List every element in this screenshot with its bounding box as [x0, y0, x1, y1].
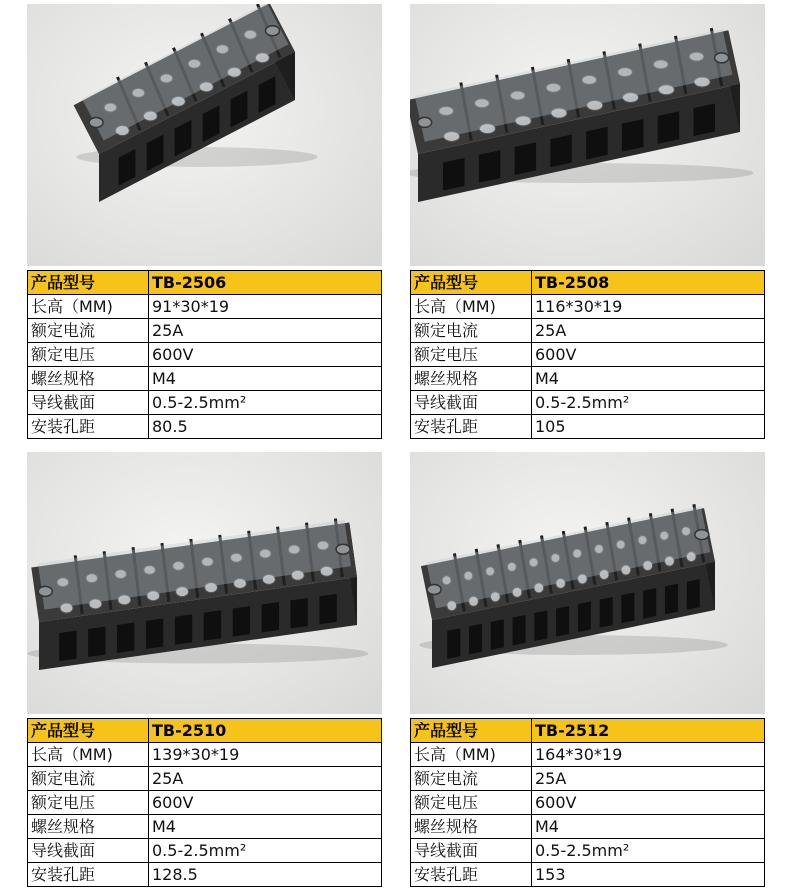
spec-row-model [411, 719, 765, 743]
spec-value: 25A [532, 319, 765, 343]
spec-row-wire [28, 839, 382, 863]
terminal-slot [586, 127, 607, 160]
spec-value: 153 [532, 863, 765, 887]
spec-row-screw [411, 815, 765, 839]
terminal-slot [204, 610, 221, 640]
spec-label: 长高（MM) [411, 743, 532, 767]
terminal-slot [600, 597, 613, 628]
spec-row-voltage [411, 343, 765, 367]
mounting-hole-icon [266, 26, 280, 36]
terminal-block-8-position-photo [410, 4, 765, 266]
spec-value: 600V [532, 343, 765, 367]
terminal-slot [469, 624, 482, 655]
terminal-block-12-position-photo [410, 452, 765, 714]
spec-row-current [411, 767, 765, 791]
terminal-slot [693, 103, 714, 136]
spec-label: 螺丝规格 [411, 367, 532, 391]
spec-row-hole-spacing [411, 415, 765, 439]
spec-label: 螺丝规格 [411, 815, 532, 839]
spec-row-hole-spacing [411, 863, 765, 887]
spec-label: 螺丝规格 [28, 815, 149, 839]
product-photo [410, 452, 765, 714]
mounting-hole-icon [695, 530, 709, 540]
terminal-slot [117, 623, 134, 653]
terminal-slot [319, 594, 336, 624]
spec-table [410, 718, 765, 887]
spec-row-current [28, 767, 382, 791]
spec-row-voltage [411, 791, 765, 815]
spec-row-screw [411, 367, 765, 391]
terminal-slot [491, 619, 504, 650]
spec-value: M4 [149, 815, 382, 839]
spec-table [410, 270, 765, 439]
terminal-slot [513, 615, 526, 646]
spec-value: 128.5 [149, 863, 382, 887]
spec-label: 安装孔距 [28, 415, 149, 439]
spec-row-wire [411, 839, 765, 863]
spec-value: 80.5 [149, 415, 382, 439]
product-photo [27, 452, 382, 714]
spec-label: 导线截面 [28, 391, 149, 415]
terminal-slot [59, 631, 76, 661]
spec-row-current [411, 319, 765, 343]
mounting-hole-icon [38, 586, 52, 596]
mounting-hole-icon [715, 53, 729, 63]
spec-row-screw [28, 367, 382, 391]
spec-value: 0.5-2.5mm² [149, 391, 382, 415]
spec-label: 额定电流 [28, 767, 149, 791]
spec-value: TB-2510 [149, 719, 382, 743]
terminal-slot [622, 119, 643, 152]
spec-value: 0.5-2.5mm² [532, 839, 765, 863]
spec-label: 安装孔距 [411, 415, 532, 439]
terminal-slot [665, 584, 678, 615]
spec-label: 产品型号 [411, 719, 532, 743]
terminal-slot [262, 602, 279, 632]
spec-row-voltage [28, 791, 382, 815]
spec-value: 116*30*19 [532, 295, 765, 319]
spec-table [27, 718, 382, 887]
mounting-hole-icon [427, 584, 441, 594]
terminal-slot [443, 158, 464, 191]
terminal-slot [534, 610, 547, 641]
terminal-slot [291, 598, 308, 628]
terminal-slot [578, 601, 591, 632]
spec-value: 600V [149, 343, 382, 367]
spec-label: 导线截面 [411, 391, 532, 415]
spec-label: 安装孔距 [411, 863, 532, 887]
spec-label: 长高（MM) [28, 743, 149, 767]
product-photo [27, 4, 382, 266]
terminal-block-10-position-photo [27, 452, 382, 714]
spec-value: M4 [532, 367, 765, 391]
spec-row-hole-spacing [28, 415, 382, 439]
spec-value: 25A [149, 319, 382, 343]
spec-row-model [28, 719, 382, 743]
mounting-hole-icon [89, 118, 103, 128]
spec-value: 139*30*19 [149, 743, 382, 767]
spec-row-dimensions [28, 295, 382, 319]
terminal-slot [515, 142, 536, 175]
spec-label: 额定电流 [28, 319, 149, 343]
terminal-slot [621, 593, 634, 624]
spec-label: 额定电压 [411, 791, 532, 815]
spec-value: TB-2512 [532, 719, 765, 743]
spec-row-wire [28, 391, 382, 415]
spec-label: 长高（MM) [28, 295, 149, 319]
spec-value: 0.5-2.5mm² [149, 839, 382, 863]
spec-label: 额定电压 [28, 343, 149, 367]
spec-label: 安装孔距 [28, 863, 149, 887]
spec-row-dimensions [411, 295, 765, 319]
spec-row-dimensions [411, 743, 765, 767]
spec-label: 额定电流 [411, 767, 532, 791]
spec-row-voltage [28, 343, 382, 367]
spec-value: 600V [532, 791, 765, 815]
spec-value: 164*30*19 [532, 743, 765, 767]
product-photo [410, 4, 765, 266]
mounting-hole-icon [418, 117, 432, 127]
spec-value: 25A [532, 767, 765, 791]
spec-table [27, 270, 382, 439]
spec-label: 额定电流 [411, 319, 532, 343]
terminal-slot [233, 606, 250, 636]
mounting-hole-icon [336, 544, 350, 554]
spec-label: 螺丝规格 [28, 367, 149, 391]
terminal-slot [447, 628, 460, 659]
spec-value: TB-2508 [532, 271, 765, 295]
terminal-slot [175, 614, 192, 644]
terminal-block-6-position-photo [27, 4, 382, 266]
spec-value: M4 [532, 815, 765, 839]
spec-label: 产品型号 [411, 271, 532, 295]
spec-label: 产品型号 [28, 271, 149, 295]
terminal-slot [550, 135, 571, 168]
spec-row-dimensions [28, 743, 382, 767]
spec-label: 长高（MM) [411, 295, 532, 319]
spec-row-model [28, 271, 382, 295]
spec-value: 0.5-2.5mm² [532, 391, 765, 415]
spec-value: 91*30*19 [149, 295, 382, 319]
spec-row-wire [411, 391, 765, 415]
spec-value: M4 [149, 367, 382, 391]
spec-label: 额定电压 [28, 791, 149, 815]
terminal-slot [556, 606, 569, 637]
terminal-slot [146, 618, 163, 648]
spec-row-current [28, 319, 382, 343]
spec-value: TB-2506 [149, 271, 382, 295]
terminal-slot [687, 579, 700, 610]
terminal-slot [88, 627, 105, 657]
spec-row-model [411, 271, 765, 295]
spec-value: 105 [532, 415, 765, 439]
spec-value: 25A [149, 767, 382, 791]
spec-label: 导线截面 [28, 839, 149, 863]
terminal-slot [658, 111, 679, 144]
spec-label: 额定电压 [411, 343, 532, 367]
terminal-slot [479, 150, 500, 183]
spec-value: 600V [149, 791, 382, 815]
terminal-slot [643, 588, 656, 619]
spec-label: 产品型号 [28, 719, 149, 743]
spec-row-screw [28, 815, 382, 839]
spec-row-hole-spacing [28, 863, 382, 887]
spec-label: 导线截面 [411, 839, 532, 863]
